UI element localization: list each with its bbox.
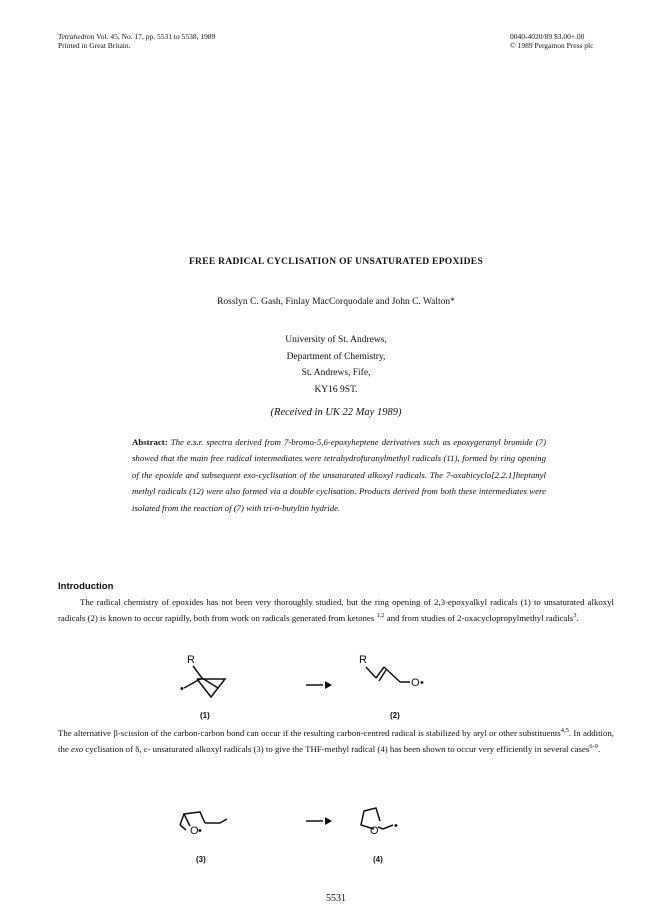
abstract-text: The e.s.r. spectra derived from 7-bromo-5,6-epoxyheptene derivatives such as epoxygeranyl bromide (7) showed that the main free radical intermediates were tetrahydrofuranylmethyl radicals (11), formed by ring opening of the epoxide and subsequent exo-cyclisation of the unsaturated alkoxyl radicals. The 7-oxabicyclo[2.2.1]heptanyl methyl radicals (12) were also formed via a double cyclisation. Products derived from both these intermediates were isolated from the reaction of (7) with tri-n-butyltin hydride. bbox=[132, 437, 546, 513]
r-group-label: R bbox=[187, 654, 195, 666]
compound-label: (4) bbox=[373, 855, 383, 864]
intro-paragraph-1 bbox=[58, 594, 614, 627]
section-heading: Introduction bbox=[58, 581, 114, 592]
citation-ref: 3 bbox=[573, 612, 577, 620]
scheme-2 bbox=[0, 805, 672, 875]
compound-label: (2) bbox=[390, 711, 400, 720]
paper-title: FREE RADICAL CYCLISATION OF UNSATURATED EPOXIDES bbox=[188, 257, 484, 267]
affiliation-line: University of St. Andrews, bbox=[285, 335, 387, 345]
citation-ref: 4,5 bbox=[560, 727, 569, 734]
radical-dot: • bbox=[420, 677, 424, 689]
radical-dot: • bbox=[394, 820, 398, 832]
journal-name: Tetrahedron bbox=[58, 32, 95, 41]
abstract-label: Abstract: bbox=[132, 437, 168, 447]
compound-label: (3) bbox=[196, 855, 206, 864]
compound-label: (1) bbox=[200, 711, 210, 720]
text-run: cyclisation of δ, ε- unsaturated alkoxyl radicals (3) to give the THF-methyl radical (4) has been shown to occur very efficiently in several cases bbox=[83, 744, 590, 755]
journal-citation: Vol. 45, No. 17, pp. 5531 to 5538, 1989 bbox=[94, 32, 216, 41]
page-number: 5531 bbox=[326, 893, 346, 904]
oxygen-atom: O bbox=[411, 677, 420, 689]
text-run: . bbox=[597, 744, 601, 755]
r-group-label: R bbox=[359, 654, 367, 666]
text-run: exo bbox=[70, 744, 84, 755]
oxygen-atom: O bbox=[370, 825, 379, 837]
text-run: The radical chemistry of epoxides has not been very thoroughly studied, but the ring opening of 2,3-epoxyalkyl radicals (1) to unsaturated alkoxyl radicals (2) is known to occur rapidly, both from work on radicals generated from ketones bbox=[58, 597, 614, 624]
publisher-header bbox=[510, 32, 593, 50]
intro-paragraph-2 bbox=[58, 725, 614, 758]
copyright-note: © 1989 Pergamon Press plc bbox=[510, 41, 594, 50]
citation-ref: 1,2 bbox=[376, 612, 385, 620]
received-date bbox=[0, 407, 672, 418]
text-run: The alternative β-scission of the carbon-carbon bond can occur if the resulting carbon-centred radical is stabilized by aryl or other substituents bbox=[58, 728, 561, 738]
affiliation-line: Department of Chemistry, bbox=[286, 351, 386, 362]
received-text: (Received in UK 22 May 1989) bbox=[270, 407, 402, 418]
affiliation-line: St. Andrews, Fife, bbox=[301, 368, 371, 379]
radical-dot: • bbox=[198, 825, 202, 837]
printed-note: Printed in Great Britain. bbox=[58, 41, 131, 50]
affiliation-line: KY16 9ST. bbox=[314, 385, 358, 396]
abstract bbox=[132, 434, 546, 516]
oxygen-atom: O bbox=[190, 825, 199, 837]
reaction-arrowhead bbox=[325, 817, 332, 825]
citation-ref: 6-9 bbox=[589, 743, 598, 751]
reaction-arrowhead bbox=[325, 681, 332, 689]
author-list: Rosslyn C. Gash, Finlay MacCorquodale and John C. Walton* bbox=[217, 297, 455, 307]
radical-dot: • bbox=[180, 683, 184, 695]
citation-line bbox=[58, 32, 215, 41]
text-run: . In addition, the bbox=[58, 728, 614, 755]
affiliation bbox=[0, 332, 672, 399]
text-run: and from studies of 2-oxacyclopropylmethyl radicals bbox=[384, 613, 574, 624]
scheme-1 bbox=[0, 645, 672, 725]
text-run: . bbox=[576, 613, 579, 624]
issn-code: 0040-4020/89 $3.00+.00 bbox=[510, 32, 585, 41]
journal-header bbox=[58, 32, 215, 50]
